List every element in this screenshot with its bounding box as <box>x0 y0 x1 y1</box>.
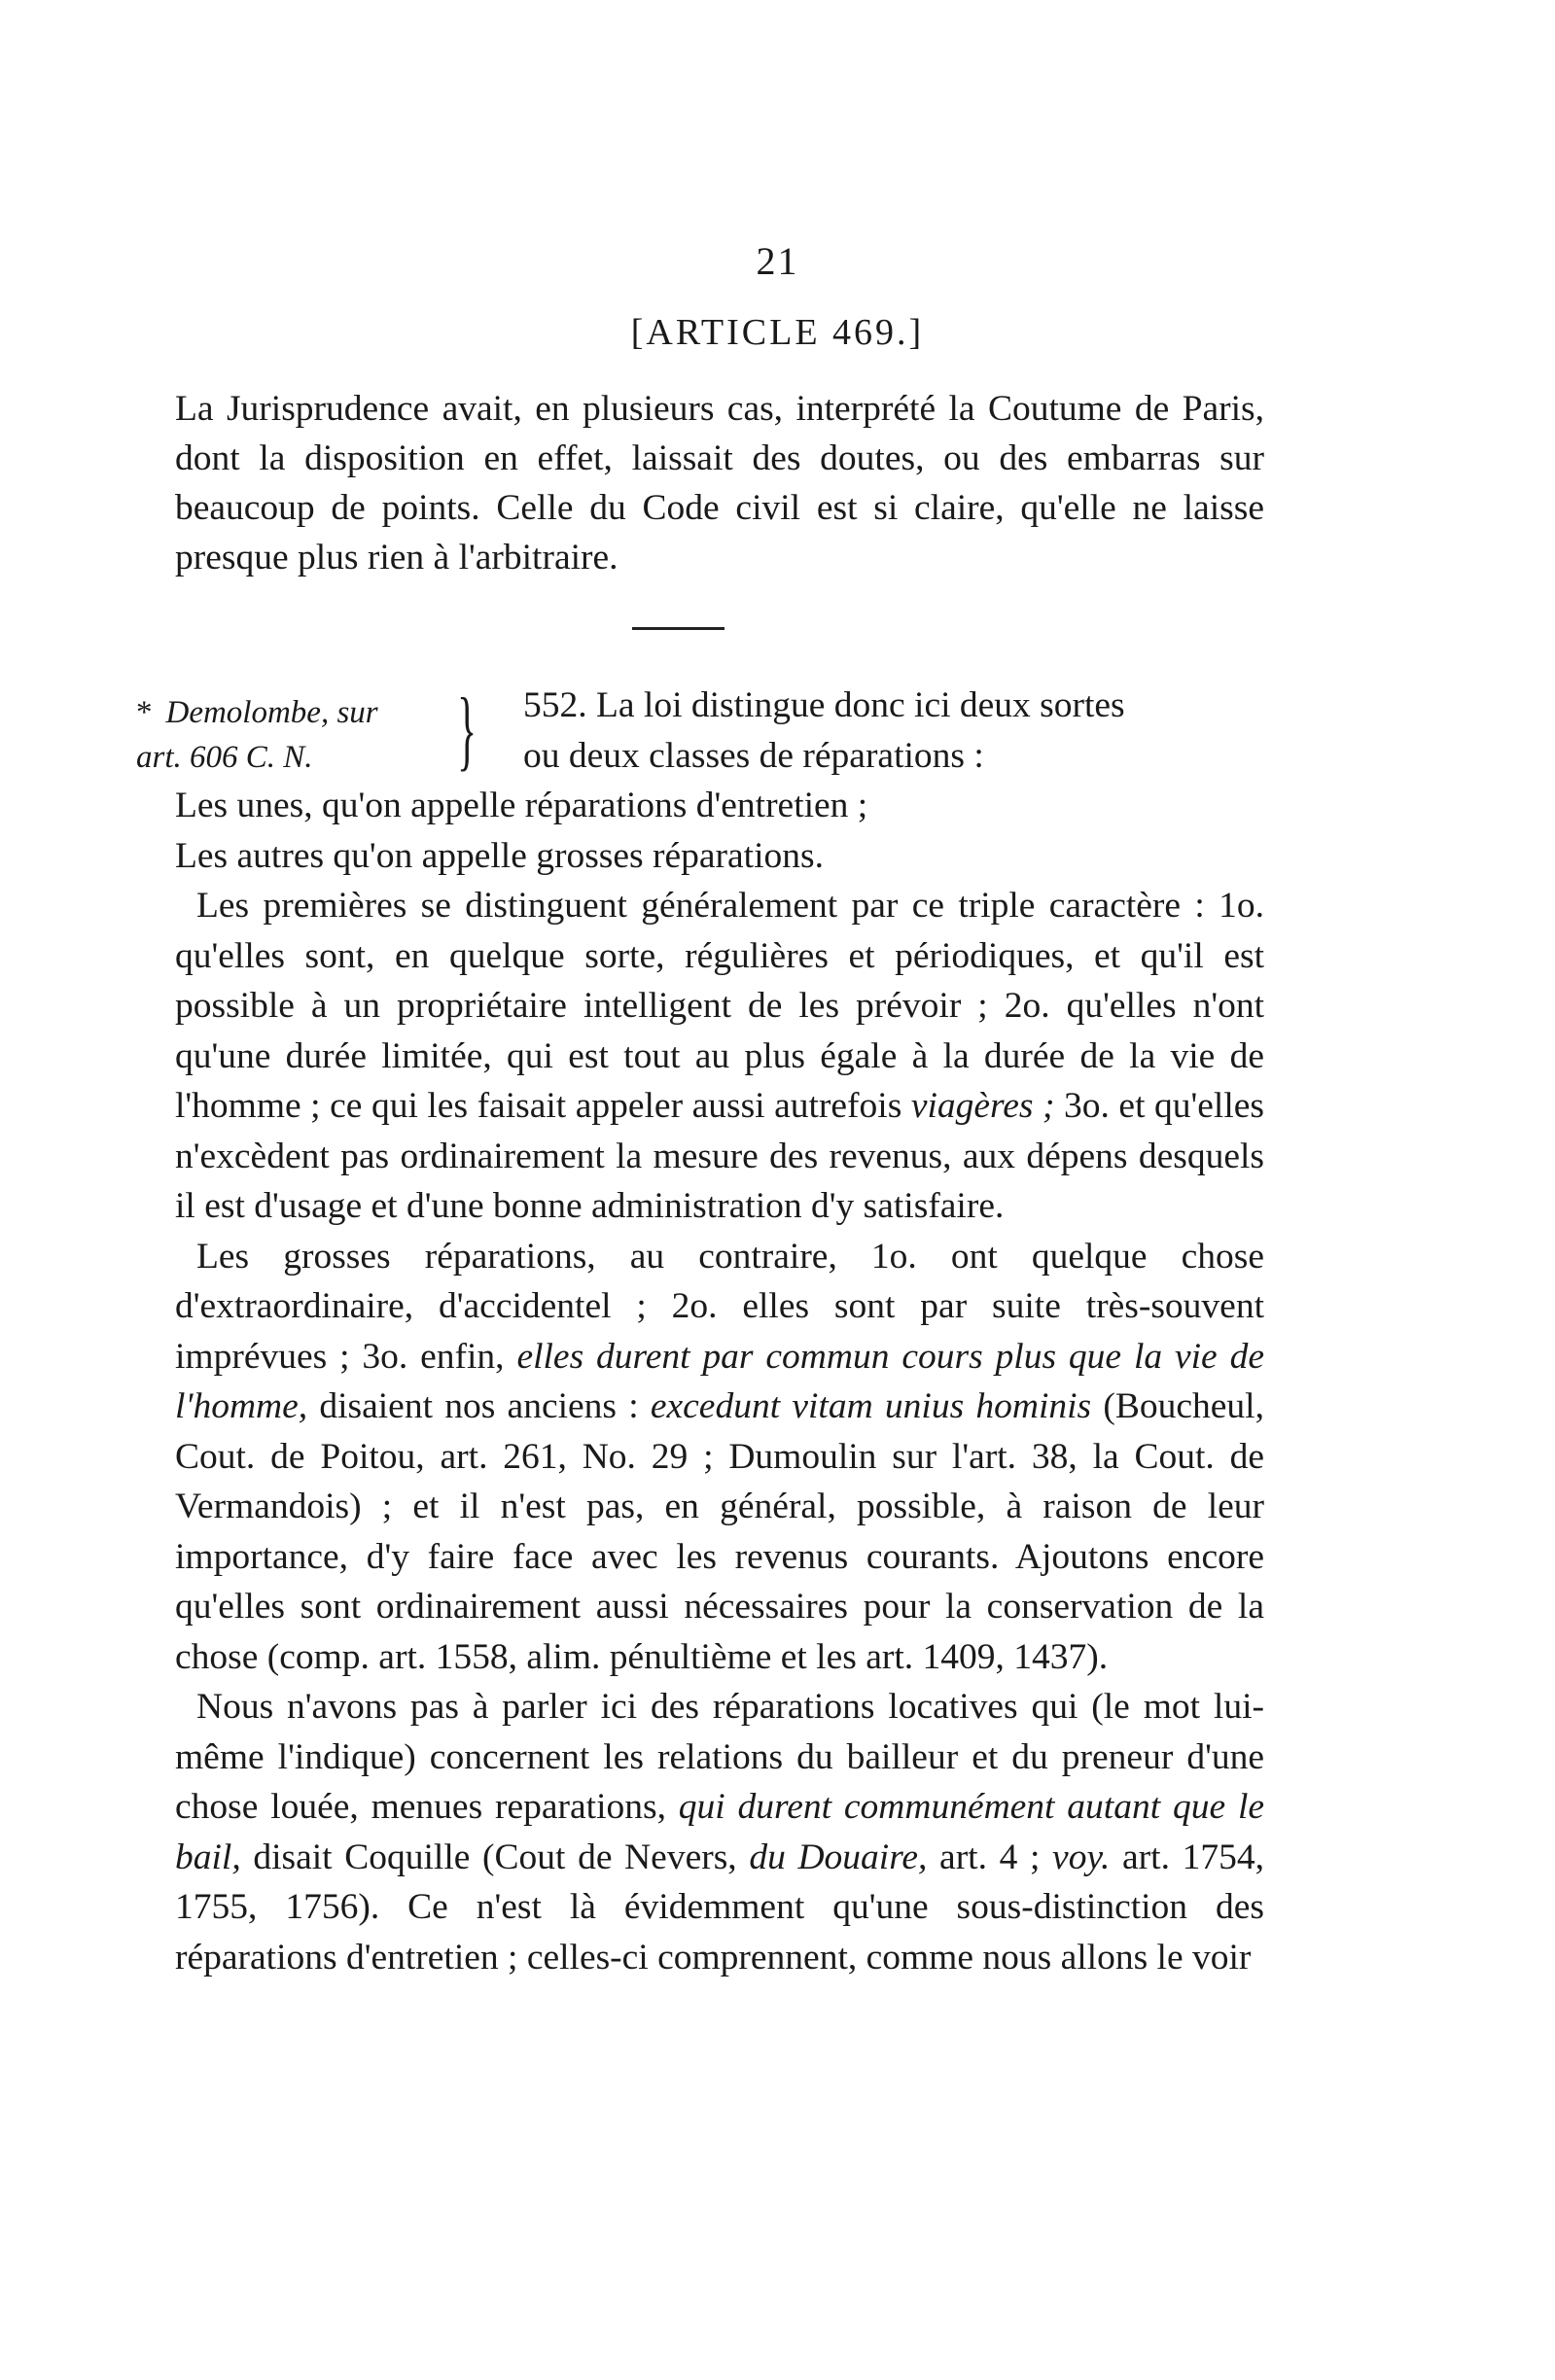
previous-article-paragraph: La Jurisprudence avait, en plusieurs cas, interprété la Coutume de Paris, dont la disposition en effet, laissait des doutes, ou des embarras sur beaucoup de points. Celle du Code civil est si claire, qu'elle ne laisse presque plus rien à l'arbitraire. <box>175 389 1264 578</box>
previous-article-text <box>175 384 1264 582</box>
paragraph-locatives: Nous n'avons pas à parler ici des réparations locatives qui (le mot lui-même l'indique) concernent les relations du bailleur et du preneur d'une chose louée, menues reparations, qui durent communément autant que le bail, disait Coquille (Cout de Nevers, du Douaire, art. 4 ; voy. art. 1754, 1755, 1756). Ce n'est là évidemment qu'une sous-distinction des réparations d'entretien ; celles-ci comprennent, comme nous allons le voir <box>175 1687 1265 1978</box>
reference-line-1: Demolombe, sur <box>165 695 378 730</box>
section-opening-line-1: 552. La loi distingue donc ici deux sortes <box>523 685 1125 725</box>
section-line-unes: Les unes, qu'on appelle réparations d'entretien ; <box>175 786 868 825</box>
section-divider <box>632 627 724 630</box>
reference-line-2: art. 606 C. N. <box>136 740 313 775</box>
section-line-autres: Les autres qu'on appelle grosses réparations. <box>175 835 824 876</box>
section-opening-line-2: ou deux classes de réparations : <box>523 735 984 776</box>
paragraph-premieres: Les premières se distinguent généralement par ce triple caractère : 1o. qu'elles sont, en quelque sorte, régulières et périodiques, et qu'il est possible à un propriétaire intelligent de les prévoir ; 2o. qu'elles n'ont qu'une durée limitée, qui est tout au plus égale à la durée de la vie de l'homme ; ce qui les faisait appeler aussi autrefois viagères ; 3o. et qu'elles n'excèdent pas ordinairement la mesure des revenus, aux dépens desquels il est d'usage et d'une bonne administration d'y satisfaire. <box>175 886 1264 1226</box>
margin-brace: } <box>457 680 477 779</box>
paragraph-grosses: Les grosses réparations, au contraire, 1o. ont quelque chose d'extraordinaire, d'accidentel ; 2o. elles sont par suite très-souvent imprévues ; 3o. enfin, elles durent par commun cours plus que la vie de l'homme, disaient nos anciens : excedunt vitam unius hominis (Boucheul, Cout. de Poitou, art. 261, No. 29 ; Dumoulin sur l'art. 38, la Cout. de Vermandois) ; et il n'est pas, en général, possible, à raison de leur importance, d'y faire face avec les revenus courants. Ajoutons encore qu'elles sont ordinairement aussi nécessaires pour la conservation de la chose (comp. art. 1558, alim. pénultième et les art. 1409, 1437). <box>175 1236 1264 1677</box>
article-heading: [ARTICLE 469.] <box>630 312 925 353</box>
main-text <box>175 681 1264 1982</box>
page-number: 21 <box>756 239 799 283</box>
reference-marker: * <box>136 695 153 730</box>
